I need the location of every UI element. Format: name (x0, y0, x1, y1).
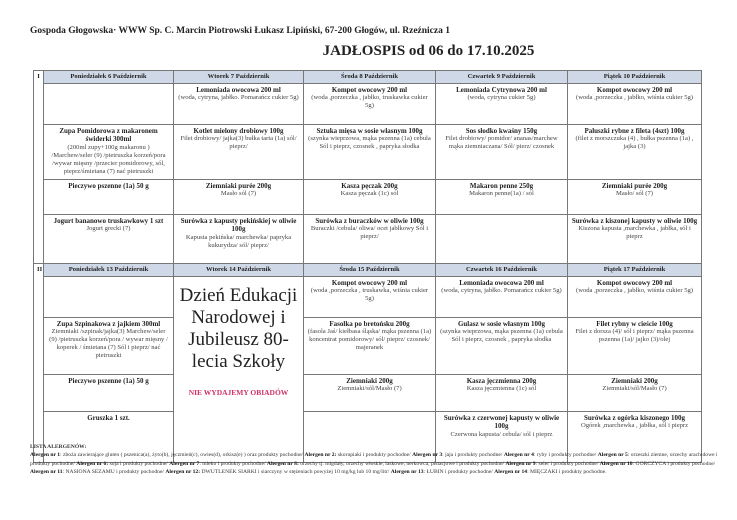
day-header: Czwartek 16 Październik (436, 264, 568, 277)
week-label: II (34, 264, 44, 463)
allergen-label: Alergen nr 10 (599, 460, 633, 467)
allergen-text: : jaja i produkty pochodne/ (442, 452, 504, 459)
menu-cell (174, 215, 304, 264)
dish-ingredients: Masło sól (7) (220, 190, 257, 198)
menu-row (34, 84, 702, 125)
allergen-label: Alergen nr 9 (505, 460, 536, 467)
allergen-label: Alergen nr 1 (30, 452, 61, 459)
dish-name: Filet rybny w cieście 100g (596, 320, 673, 328)
dish-name: Kompot owocowy 200 ml (596, 279, 673, 287)
dish-ingredients: (woda ,porzeczka , jabłko, wiśnia cukier 5g) (576, 287, 693, 295)
menu-cell (436, 84, 568, 125)
dish-name: Sos słodko kwaśny 150g (465, 127, 538, 135)
dish-name: Jogurt bananowo truskawkowy 1 szt (53, 217, 164, 225)
menu-cell (304, 84, 436, 125)
dish-ingredients: (fasola Jaś/ kiełbasa śląska/ mąka pszenna (1a) koncentrat pomidorowy/ sól/ pieprz/ czosnek/ majeranek (307, 328, 432, 352)
dish-name: Pieczywo pszenne (1a) 50 g (68, 377, 149, 385)
menu-row (34, 318, 702, 375)
dish-ingredients: Masło/ sól (7) (616, 190, 653, 198)
dish-name: Kompot owocowy 200 ml (596, 86, 673, 94)
allergen-text: : MIĘCZAKI i produkty pochodne. (527, 469, 607, 476)
allergen-text: : ŁUBIN i produkty pochodne/ (423, 469, 495, 476)
menu-cell (568, 180, 702, 215)
allergen-list (30, 443, 720, 477)
dish-ingredients: Ogórek ,marchewka , jabłka, sól i pieprz (580, 422, 689, 430)
dish-name: Kompot owocowy 200 ml (331, 86, 408, 94)
dish-name: Zupa Szpinakowa z jajkiem 300ml (56, 320, 161, 328)
menu-cell (436, 125, 568, 180)
allergen-label: Alergen nr 2: (304, 452, 337, 459)
allergen-text: orzechy tj. migdały, orzechy włoskie, laskowe, nerkowca, pistacjowe i produkty pochodne/ (298, 460, 506, 467)
dish-ingredients: Filet drobiowy/ jajka(3) bułka tarta (1a) sól/ pieprz/ (180, 135, 297, 151)
dish-ingredients: Ziemniaki/sól/Masło (7) (602, 385, 667, 393)
dish-ingredients: (woda ,porzeczka , jabłko, truskawka cukier 5g) (311, 94, 428, 110)
day-header: Poniedziałek 13 Październik (44, 264, 174, 277)
dish-name: Surówka z czerwonej kapusty w oliwie 100g (443, 414, 560, 431)
dish-ingredients: (woda ,porzeczka , jabłko, wiśnia cukier 5g) (576, 94, 693, 102)
menu-cell (568, 215, 702, 264)
allergen-text: : GORCZYCA i produkty pochodne/ (632, 460, 716, 467)
menu-row (34, 215, 702, 264)
allergen-text: : NASIONA SEZAMU i produkty pochodne/ (62, 469, 166, 476)
allergen-text: DWUTLENEK SIARKI i siarczyny w stężeniach powyżej 10 mg/kg lub 10 mg/litr/ (200, 469, 391, 476)
menu-row (34, 125, 702, 180)
dish-name: Surówka z buraczków w oliwie 100g (315, 217, 424, 225)
dish-name: Surówka z kiszonej kapusty w oliwie 100g (571, 217, 698, 225)
day-header: Piątek 17 Październik (568, 264, 702, 277)
dish-ingredients: (200ml zupy+100g makaronu ) /Marchew/seler (9) /pietruszka korzeń/pora /wywar mięsny /przecier pomidorowy, sól, pieprz/śmietana (7) nać pietruszki (51, 143, 166, 175)
menu-row (34, 375, 702, 412)
allergen-label: Alergen nr 6: (76, 460, 109, 467)
menu-cell (568, 277, 702, 318)
dish-ingredients: (woda, cytryna, jabłko. Pomarańcz cukier 5g) (441, 287, 562, 295)
menu-cell (304, 125, 436, 180)
dish-name: Ziemniaki 200g (346, 377, 393, 385)
menu-cell (436, 375, 568, 412)
allergen-label: Alergen nr 3 (412, 452, 443, 459)
allergen-text: soja i produkty pochodne/ (108, 460, 170, 467)
dish-ingredients: Buraczki /cebula/ oliwa/ ocet jabłkowy Sól i pieprz/ (310, 225, 429, 241)
menu-cell (44, 125, 174, 180)
menu-cell (436, 318, 568, 375)
menu-cell (44, 215, 174, 264)
menu-cell (44, 180, 174, 215)
dish-name: Fasolka po bretońsku 200g (329, 320, 410, 328)
dish-ingredients: Kiszona kapusta ,marchewka , jabłka, sól i pieprz (578, 225, 691, 241)
dish-ingredients: Makaron penne(1a) / sól (469, 190, 534, 198)
dish-name: Lemoniada owocowa 200 ml (459, 279, 544, 287)
dish-name: Surówka z ogórka kiszonego 100g (583, 414, 686, 422)
dish-name: Makaron penne 250g (469, 182, 534, 190)
menu-row (34, 180, 702, 215)
dish-name: Gruszka 1 szt. (87, 414, 130, 422)
day-header: Czwartek 9 Październik (436, 71, 568, 84)
menu-cell (174, 125, 304, 180)
menu-cell (304, 215, 436, 264)
allergen-label: Alergen nr 5 (597, 452, 628, 459)
dish-name: Surówka z kapusty pekińskiej w oliwie 100g (180, 217, 297, 234)
allergen-label: Alergen nr 12: (165, 469, 201, 476)
menu-cell (44, 277, 174, 318)
day-header: Środa 15 Październik (304, 264, 436, 277)
menu-cell (174, 84, 304, 125)
menu-cell (304, 375, 436, 412)
dish-name: Sztuka mięsa w sosie własnym 100g (316, 127, 423, 135)
day-header: Poniedziałek 6 Październik (44, 71, 174, 84)
dish-ingredients: (woda ,porzeczka , truskawka, wiśnia cukier 5g) (310, 287, 429, 303)
menu-row (34, 277, 702, 318)
dish-name: Kasza pęczak 200g (341, 182, 398, 190)
no-lunch-notice: NIE WYDAJEMY OBIADÓW (188, 388, 289, 398)
day-header: Środa 8 Październik (304, 71, 436, 84)
menu-cell (568, 84, 702, 125)
dish-name: Paluszki rybne z fileta (4szt) 100g (584, 127, 685, 135)
dish-name: Pieczywo pszenne (1a) 50 g (68, 182, 149, 190)
allergen-text: skorupiaki i produkty pochodne/ (336, 452, 413, 459)
allergen-title: LISTA ALERGENÓW: (30, 444, 87, 450)
menu-cell (44, 318, 174, 375)
allergen-label: Alergen nr 7 (169, 460, 200, 467)
day-header: Piątek 10 Październik (568, 71, 702, 84)
menu-cell (568, 318, 702, 375)
dish-ingredients: (szynka wieprzowa, mąka pszenna (1a) cebula Sól i pieprz, czosnek , papryka słodka (440, 328, 563, 344)
menu-cell (436, 180, 568, 215)
page-title: JADŁOSPIS od 06 do 17.10.2025 (322, 43, 535, 59)
dish-ingredients: Filet drobiowy/ pomidor/ ananas/marchew mąka ziemniaczana/ Sól/ pierz/ czosnek (445, 135, 558, 151)
dish-name: Kasza jęczmienna 200g (466, 377, 537, 385)
menu-table (33, 70, 702, 463)
day-header: Wtorek 7 Październik (174, 71, 304, 84)
menu-cell (436, 215, 568, 264)
menu-cell (304, 318, 436, 375)
menu-cell (44, 375, 174, 412)
dish-ingredients: Czerwona kapusta/ cebula/ sól i pieprz (450, 430, 553, 438)
dish-name: Lemoniada owocowa 200 ml (196, 86, 281, 94)
allergen-text: : ryby i produkty pochodne/ (533, 452, 598, 459)
menu-cell (44, 84, 174, 125)
dish-ingredients: Ziemniaki/sól/Masło (7) (337, 385, 402, 393)
dish-name: Ziemniaki 200g (611, 377, 658, 385)
dish-ingredients: (woda, cytryna cukier 5g) (467, 94, 536, 102)
allergen-label: Alergen nr 13 (390, 469, 424, 476)
allergen-text: : orzeszki ziemne, orzechy arachidowe i produkty pochodne/ (30, 452, 718, 467)
dish-ingredients: (filet z morszczuka (4) , bułka pszenna (1a) , jajka (3) (575, 135, 694, 151)
dish-ingredients: Ziemniaki /szpinak/jajka(3) Marchew/seler (9) /pietruszka korzeń/pora / wywar mięsny / koperek / śmietana (7) Sól i pieprz/ nać pietruszki (49, 328, 168, 360)
holiday-title: Dzień Edukacji Narodowej i Jubileusz 80-lecia Szkoły (179, 285, 298, 372)
menu-cell (568, 125, 702, 180)
dish-name: Kotlet mielony drobiowy 100g (193, 127, 284, 135)
dish-ingredients: Kasza pęczak (1c) sól (340, 190, 399, 198)
week-label: I (34, 71, 44, 264)
dish-name: Kompot owocowy 200 ml (331, 279, 408, 287)
dish-ingredients: Filet z dorsza (4)/ sól i pieprz/ mąka pszenna pszenna (1a)/ jajko (3)/olej (575, 328, 694, 344)
allergen-label: Alergen nr 8: (266, 460, 299, 467)
menu-cell (174, 180, 304, 215)
menu-cell (568, 375, 702, 412)
menu-cell (436, 277, 568, 318)
allergen-text: : seler i produkty pochodne/ (535, 460, 600, 467)
dish-ingredients: Jogurt grecki (7) (86, 225, 131, 233)
dish-ingredients: (szynka wieprzowa, mąka pszenna (1a) cebula Sól i pieprz, czosnek , papryka słodka (308, 135, 431, 151)
dish-name: Ziemniaki purée 200g (601, 182, 668, 190)
menu-cell (304, 277, 436, 318)
dish-ingredients: Kasza jęczmienna (1c) sól (466, 385, 537, 393)
dish-ingredients: Kapusta pekińska/ marchewka/ papryka kukurydza/ sól/ pieprz/ (185, 233, 292, 249)
allergen-label: Alergen nr 14 (494, 469, 528, 476)
dish-name: Ziemniaki purée 200g (205, 182, 272, 190)
allergen-text: : zboża zawierające gluten ( pszenica(a), żyto(b), jęczmień(c), owies(d), orkisz(e) ) oraz produkty pochodne/ (60, 452, 305, 459)
holiday-cell (174, 277, 304, 463)
allergen-label: Alergen nr 4 (503, 452, 534, 459)
allergen-text: : mleko i produkty pochodne/ (199, 460, 267, 467)
dish-name: Gulasz w sosie własnym 100g (457, 320, 546, 328)
dish-name: Lemoniada Cytrynowa 200 ml (456, 86, 547, 94)
company-header: Gospoda Głogowska· WWW Sp. C. Marcin Piotrowski Łukasz Lipiński, 67-200 Głogów, ul. Rzeźnicza 1 (30, 26, 450, 36)
dish-name: Zupa Pomidorowa z makaronem świderki 300ml (59, 127, 158, 144)
menu-cell (304, 180, 436, 215)
dish-ingredients: (woda, cytryna, jabłko. Pomarańcz cukier 5g) (178, 94, 299, 102)
allergen-label: Alergen nr 11 (30, 469, 63, 476)
day-header: Wtorek 14 Październik (174, 264, 304, 277)
